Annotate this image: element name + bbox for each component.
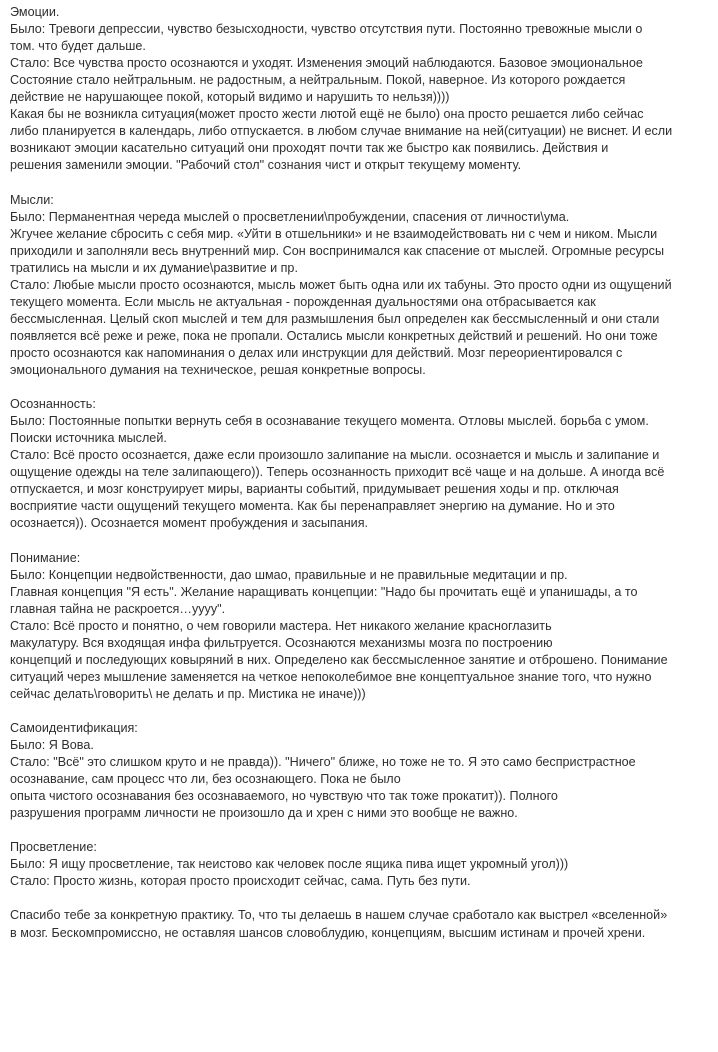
text-line: появляется всё реже и реже, пока не пропали. Остались мысли конкретных действий и решений. Но они тоже	[10, 328, 658, 343]
paragraph-gap	[10, 890, 708, 907]
text-line: Осознанность:	[10, 397, 96, 412]
text-line: отпускается, и мозг конструирует миры, варианты событий, придумывает решения ходы и пр. отключая	[10, 482, 619, 497]
paragraph-gap	[10, 532, 708, 549]
paragraph-gap	[10, 822, 708, 839]
text-line: Было: Я Вова.	[10, 738, 94, 753]
text-line: макулатуру. Вся входящая инфа фильтруется. Осознаются механизмы мозга по построению	[10, 635, 553, 650]
text-line: Стало: "Всё" это слишком круто и не правда)). "Ничего" ближе, но тоже не то. Я это само беспристрастное	[10, 755, 636, 770]
text-line: просто осознаются как напоминания о делах или инструкции для действий. Мозг переориентировался с	[10, 345, 623, 360]
text-line: текущего момента. Если мысль не актуальная - порожденная дуальностями она отбрасывается как	[10, 294, 596, 309]
text-line: Стало: Просто жизнь, которая просто происходит сейчас, сама. Путь без пути.	[10, 874, 471, 889]
text-line: Жгучее желание сбросить с себя мир. «Уйти в отшельники» и не взаимодействовать ни с чем и ником. Мысли	[10, 226, 658, 241]
text-line: опыта чистого осознавания без осознаваемого, но чувствую что так тоже прокатит)). Полного	[10, 789, 558, 804]
text-line: восприятие части ощущений текущего момента. Как бы перенаправляет энергию на думание. Но и это	[10, 499, 615, 514]
text-line: Стало: Все чувства просто осознаются и уходят. Изменения эмоций наблюдаются. Базовое эмоциональное	[10, 56, 643, 71]
text-line: Стало: Всё просто осознается, даже если произошло залипание на мысли. осознается и мысль и залипание и	[10, 448, 660, 463]
text-line: эмоционального думания на техническое, решая конкретные вопросы.	[10, 362, 426, 377]
text-line: Стало: Любые мысли просто осознаются, мысль может быть одна или их табуны. Это просто одни из ощущений	[10, 277, 672, 292]
text-line: Понимание:	[10, 550, 81, 565]
text-line: разрушения программ личности не произошло да и хрен с ними это вообще не важно.	[10, 806, 518, 821]
text-line: сейчас делать\говорить\ не делать и пр. Мистика не иначе)))	[10, 686, 366, 701]
text-line: Было: Постоянные попытки вернуть себя в осознавание текущего момента. Отловы мыслей. борьба с умом.	[10, 414, 649, 429]
text-line: либо планируется в календарь, либо отпускается. в любом случае внимание на ней(ситуации) не виснет. И если	[10, 124, 673, 139]
text-line: Состояние стало нейтральным. не радостным, а нейтральным. Покой, наверное. Из которого рождается	[10, 73, 626, 88]
text-line: осознавание, сам процесс что ли, без осознающего. Пока не было	[10, 772, 401, 787]
text-line: действие не нарушающее покой, который видимо и нарушить то нельзя))))	[10, 90, 450, 105]
text-line: главная тайна не раскроется…уууу".	[10, 601, 226, 616]
text-line: Какая бы не возникла ситуация(может просто жести лютой ещё не было) она просто решается либо сейчас	[10, 107, 644, 122]
text-line: Самоидентификация:	[10, 720, 138, 735]
text-line: Стало: Всё просто и понятно, о чем говорили мастера. Нет никакого желание красноглазить	[10, 618, 552, 633]
text-line: Главная концепция "Я есть". Желание наращивать концепции: "Надо бы прочитать ещё и упанишады, а то	[10, 584, 638, 599]
text-line: приходили и заполняли весь внутренний мир. Сон воспринимался как спасение от мыслей. Огромные ресурсы	[10, 243, 665, 258]
text-line: Было: Перманентная череда мыслей о просветлении\пробуждении, спасения от личности\ума.	[10, 209, 570, 224]
paragraph-gap	[10, 703, 708, 720]
text-line: Было: Тревоги депрессии, чувство безысходности, чувство отсутствия пути. Постоянно тревожные мысли о	[10, 22, 643, 37]
text-line: бессмысленная. Целый скоп мыслей и тем для размышления был определен как бессмысленный и они стали	[10, 311, 660, 326]
text-line: тратились на мысли и их думание\развитие и пр.	[10, 260, 298, 275]
paragraph-gap	[10, 379, 708, 396]
text-line: Эмоции.	[10, 5, 60, 19]
text-line: в мозг. Бескомпромиссно, не оставляя шансов словоблудию, концепциям, высшим истинам и прочей хрени.	[10, 925, 646, 940]
text-line: концепций и последующих ковыряний в них. Определено как бессмысленное занятие и отброшено. Понимание	[10, 652, 668, 667]
text-line: осознается)). Осознается момент пробуждения и засыпания.	[10, 516, 369, 531]
text-line: решения заменили эмоции. "Рабочий стол" сознания чист и открыт текущему моменту.	[10, 158, 522, 173]
text-line: Было: Я ищу просветление, так неистово как человек после ящика пива ищет укромный угол)))	[10, 857, 569, 872]
text-line: Спасибо тебе за конкретную практику. То, что ты делаешь в нашем случае сработало как выстрел «вселенной»	[10, 908, 668, 923]
text-line: Было: Концепции недвойственности, дао шмао, правильные и не правильные медитации и пр.	[10, 567, 568, 582]
text-line: ощущение одежды на теле залипающего)). Теперь осознанность приходит всё чаще и на дольше. А иногда всё	[10, 465, 665, 480]
text-line: ситуаций через мышление заменяется на четкое непоколебимое вне концептуальное знание того, что нужно	[10, 669, 652, 684]
text-line: Поиски источника мыслей.	[10, 431, 167, 446]
text-line: Мысли:	[10, 192, 54, 207]
text-line: возникают эмоции касательно ситуаций они проходят почти так же быстро как появились. Действия и	[10, 141, 609, 156]
text-line: Просветление:	[10, 840, 97, 855]
text-line: том. что будет дальше.	[10, 39, 146, 54]
paragraph-gap	[10, 174, 708, 191]
